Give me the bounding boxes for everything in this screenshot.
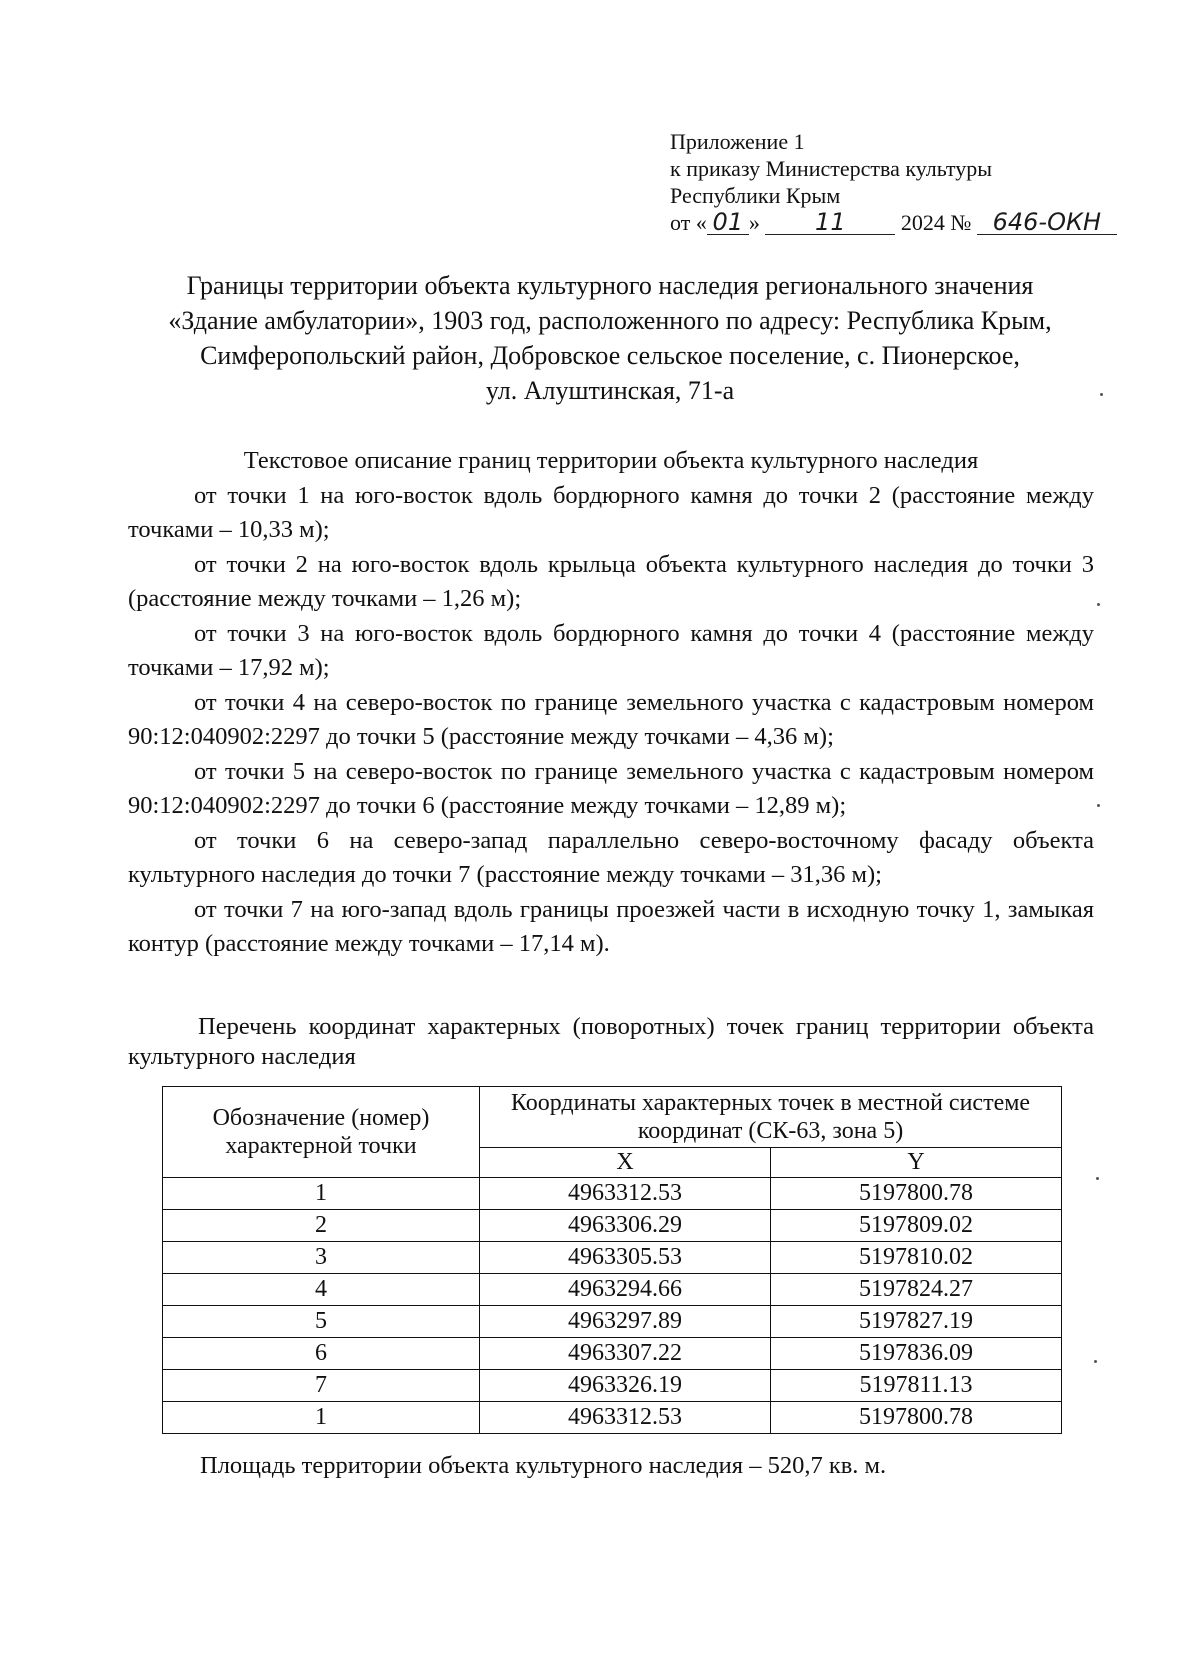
point-number: 2 xyxy=(163,1210,480,1242)
appendix-header xyxy=(670,128,1117,236)
y-coordinate: 5197836.09 xyxy=(770,1338,1061,1370)
table-row xyxy=(163,1370,1062,1402)
x-coordinate: 4963307.22 xyxy=(480,1338,771,1370)
document-title xyxy=(120,268,1100,408)
title-line-3: Симферопольский район, Добровское сельское поселение, с. Пионерское, xyxy=(200,341,1020,370)
col-y-header: Y xyxy=(770,1148,1061,1178)
description-paragraph: от точки 2 на юго-восток вдоль крыльца объекта культурного наследия до точки 3 (расстояние между точками – 1,26 м); xyxy=(128,550,1094,612)
point-number: 1 xyxy=(163,1178,480,1210)
x-coordinate: 4963294.66 xyxy=(480,1274,771,1306)
coordinates-heading: Перечень координат характерных (поворотных) точек границ территории объекта культурного наследия xyxy=(128,1013,1094,1070)
coordinates-table xyxy=(162,1086,1062,1434)
description-paragraph: от точки 4 на северо-восток по границе земельного участка с кадастровым номером 90:12:040902:2297 до точки 5 (расстояние между точками – 4,36 м); xyxy=(128,688,1094,750)
y-coordinate: 5197800.78 xyxy=(770,1178,1061,1210)
description-paragraph: от точки 5 на северо-восток по границе земельного участка с кадастровым номером 90:12:040902:2297 до точки 6 (расстояние между точками – 12,89 м); xyxy=(128,757,1094,819)
description-paragraph: от точки 6 на северо-запад параллельно северо-восточному фасаду объекта культурного наследия до точки 7 (расстояние между точками – 31,36 м); xyxy=(128,826,1094,888)
table-row xyxy=(163,1210,1062,1242)
x-coordinate: 4963306.29 xyxy=(480,1210,771,1242)
point-number: 3 xyxy=(163,1242,480,1274)
order-date-line xyxy=(670,209,1117,236)
point-number: 7 xyxy=(163,1370,480,1402)
title-line-1: Границы территории объекта культурного наследия регионального значения xyxy=(186,271,1034,300)
point-number: 5 xyxy=(163,1306,480,1338)
description-heading: Текстовое описание границ территории объекта культурного наследия xyxy=(243,447,979,474)
x-coordinate: 4963312.53 xyxy=(480,1402,771,1434)
appendix-line-1: Приложение 1 xyxy=(670,129,805,154)
boundary-description xyxy=(128,444,1094,962)
scan-speck xyxy=(1096,1177,1099,1180)
y-coordinate: 5197800.78 xyxy=(770,1402,1061,1434)
point-number: 1 xyxy=(163,1402,480,1434)
order-month: 11 xyxy=(765,210,895,235)
order-number: 646-ОКН xyxy=(977,210,1117,235)
description-paragraph: от точки 7 на юго-запад вдоль границы проезжей части в исходную точку 1, замыкая контур (расстояние между точками – 17,14 м). xyxy=(128,895,1094,957)
point-number: 4 xyxy=(163,1274,480,1306)
x-coordinate: 4963305.53 xyxy=(480,1242,771,1274)
y-coordinate: 5197809.02 xyxy=(770,1210,1061,1242)
col-point-header: Обозначение (номер) характерной точки xyxy=(163,1087,480,1178)
point-number: 6 xyxy=(163,1338,480,1370)
table-row xyxy=(163,1402,1062,1434)
col-x-header: X xyxy=(480,1148,771,1178)
appendix-line-2: к приказу Министерства культуры xyxy=(670,156,993,181)
y-coordinate: 5197824.27 xyxy=(770,1274,1061,1306)
scan-speck xyxy=(1097,603,1100,606)
y-coordinate: 5197827.19 xyxy=(770,1306,1061,1338)
appendix-line-3: Республики Крым xyxy=(670,183,841,208)
scan-speck xyxy=(1100,393,1103,396)
description-paragraph: от точки 3 на юго-восток вдоль бордюрного камня до точки 4 (расстояние между точками – 17,92 м); xyxy=(128,619,1094,681)
description-paragraph: от точки 1 на юго-восток вдоль бордюрного камня до точки 2 (расстояние между точками – 10,33 м); xyxy=(128,481,1094,543)
scan-speck xyxy=(1097,804,1100,807)
title-line-2: «Здание амбулатории», 1903 год, расположенного по адресу: Республика Крым, xyxy=(168,306,1052,335)
title-line-4: ул. Алуштинская, 71-а xyxy=(485,376,735,405)
table-row xyxy=(163,1274,1062,1306)
scan-speck xyxy=(1094,1360,1097,1363)
territory-area: Площадь территории объекта культурного наследия – 520,7 кв. м. xyxy=(200,1452,887,1479)
table-row xyxy=(163,1306,1062,1338)
date-prefix: от « xyxy=(670,210,707,235)
table-row xyxy=(163,1178,1062,1210)
order-day: 01 xyxy=(707,210,749,235)
table-row xyxy=(163,1242,1062,1274)
date-mid: » xyxy=(748,210,760,235)
order-year: 2024 № xyxy=(900,210,972,235)
table-row xyxy=(163,1338,1062,1370)
x-coordinate: 4963312.53 xyxy=(480,1178,771,1210)
y-coordinate: 5197811.13 xyxy=(770,1370,1061,1402)
col-coords-header: Координаты характерных точек в местной системе координат (СК-63, зона 5) xyxy=(480,1087,1062,1148)
y-coordinate: 5197810.02 xyxy=(770,1242,1061,1274)
x-coordinate: 4963326.19 xyxy=(480,1370,771,1402)
x-coordinate: 4963297.89 xyxy=(480,1306,771,1338)
